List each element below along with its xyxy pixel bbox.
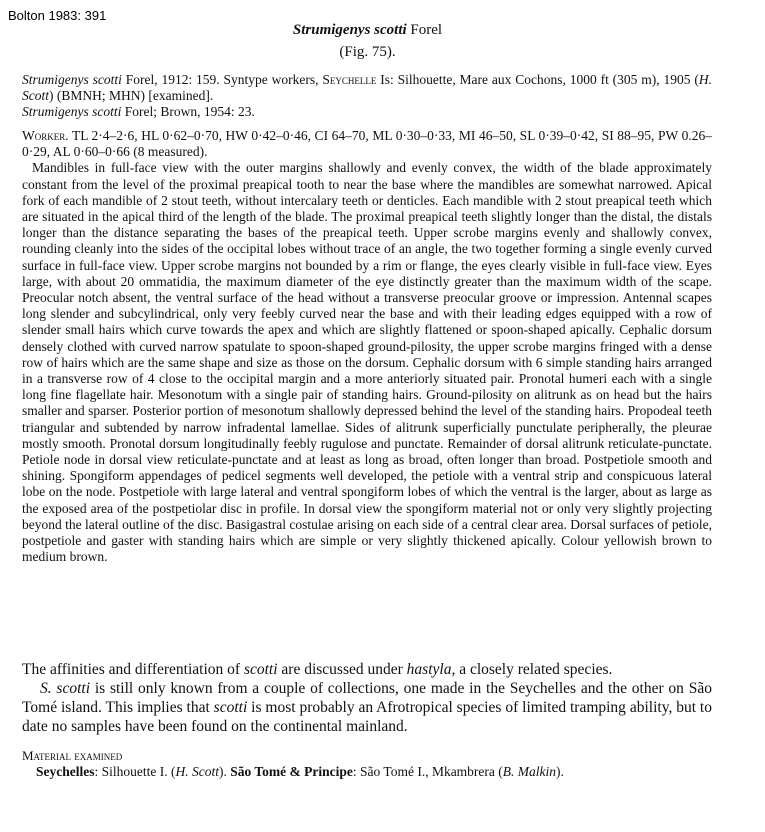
species-author: Forel — [406, 22, 443, 38]
worker-measurements — [22, 128, 712, 160]
synonymy-entry-2 — [22, 104, 712, 120]
locality-text: : São Tomé I., Mkambrera ( — [352, 764, 503, 779]
text-run: is most probably an Afrotropical species of limited tramping ability, but to date no samples have been found on the continental mainland. — [22, 699, 712, 735]
species-epithet: scotti — [243, 661, 278, 678]
locality-text: : Silhouette I. ( — [94, 764, 176, 779]
synonym-citation: Forel, 1912: 159. Syntype workers, — [121, 72, 323, 87]
collector-name: H. Scott — [22, 72, 712, 103]
synonymy-section — [22, 72, 712, 120]
locality-country: São Tomé & Principe — [230, 764, 353, 779]
measurement-values: TL 2·4–2·6, HL 0·62–0·70, HW 0·42–0·46, CI 64–70, ML 0·30–0·33, MI 46–50, SL 0·39–0·42, SI 88–95, PW 0.26–0·29, AL 0·60–0·66 (8 measured). — [22, 128, 712, 160]
material-heading: Material examined — [22, 748, 123, 763]
text-run: , a closely related species. — [451, 661, 613, 678]
text-run: are discussed under — [277, 661, 407, 678]
species-name: Strumigenys scotti — [292, 22, 407, 38]
material-examined-section — [22, 748, 712, 780]
type-locality-details: Is: Silhouette, Mare aux Cochons, 1000 ft (305 m), 1905 ( — [376, 72, 699, 87]
text-run: is still only known from a couple of collections, one made in the Seychelles and the other on São Tomé island. This implies that — [22, 680, 712, 716]
locality-text: ). — [556, 764, 564, 779]
worker-description-text: Mandibles in full-face view with the outer margins shallowly and evenly convex, the width of the blade approximately constant from the level of the proximal preapical tooth to near the base where the mandibles are somewhat narrowed. Apical fork of each mandible of 2 stout teeth, without intercalary teeth or denticles. Each mandible with 2 stout preapical teeth which are situated in the apical third of the length of the blade. The proximal preapical teeth slightly longer than the distal, the distals longer than the distance separating the bases of the preapical teeth. Upper scrobe margins evenly and shallowly convex, rounding cleanly into the sides of the occipital lobes without trace of an angle, the two together forming a single evenly curved surface in full-face view. Upper scrobe margins not bounded by a rim or flange, the eyes clearly visible in full-face view. Eyes large, with about 20 ommatidia, the maximum diameter of the eye distinctly greater than the maximum width of the scape. Preocular notch absent, the ventral surface of the head without a transverse preocular groove or impression. Antennal scapes long slender and subcylindrical, only very feebly curved near the base and with their leading edges equipped with a row of slender small hairs which curve towards the apex and which are slightly flattened or spoon-shaped apically. Cephalic dorsum densely clothed with curved narrow spatulate to spoon-shaped ground-pilosity, the upper scrobe margins fringed with a dense row of hairs which are the same shape and size as those on the dorsum. Cephalic dorsum with 6 simple standing hairs arranged in a transverse row of 4 close to the occipital margin and a more anteriorly situated pair. Pronotal humeri each with a single long fine flagellate hair. Mesonotum with a single pair of standing hairs. Ground-pilosity on alitrunk as on head but the hairs smaller and sparser. Posterior portion of mesonotum shallowly depressed behind the level of the standing hairs. Propodeal teeth triangular and subtended by narrow infradental lamellae. Sides of alitrunk superficially punctulate peripherally, the pleurae mostly smooth. Pronotal dorsum longitudinally feebly rugulose and punctate. Remainder of dorsal alitrunk reticulate-punctate. Petiole node in dorsal view reticulate-punctate and at least as long as broad, often longer than broad. Postpetiole smooth and shining. Spongiform appendages of pedicel segments well developed, the petiole with a ventral strip and conspicuous lateral lobe on the node. Postpetiole with large lateral and ventral spongiform lobes of which the ventral is the larger, about as large as the exposed area of the postpetiolar disc in profile. In dorsal view the spongiform material not or only very slightly projecting beyond the lateral outline of the disc. Basigastral costulae arising on each side of a central clear area. Dorsal surfaces of petiole, postpetiole and gaster with standing hairs which are simple or very slightly thickened apically. Colour yellowish brown to medium brown. — [22, 160, 712, 565]
collector-name: B. Malkin — [502, 764, 557, 779]
worker-label: Worker. — [22, 128, 69, 143]
type-locality-country: Seychelle — [322, 72, 377, 87]
material-list — [22, 764, 712, 780]
figure-reference: (Fig. 75). — [339, 44, 396, 60]
synonym-citation: Forel; Brown, 1954: 23. — [121, 104, 255, 119]
source-label: Bolton 1983: 391 — [8, 8, 107, 23]
locality-text: ). — [219, 764, 231, 779]
worker-description — [22, 128, 712, 565]
discussion-paragraph-1 — [22, 660, 712, 679]
synonym-name: Strumigenys scotti — [22, 72, 122, 87]
species-epithet: hastyla — [406, 661, 452, 678]
discussion-section — [22, 660, 712, 736]
species-title — [0, 22, 735, 39]
text-run: The affinities and differentiation of — [22, 661, 244, 678]
locality-country: Seychelles — [36, 764, 95, 779]
species-name: S. scotti — [40, 680, 91, 697]
species-epithet: scotti — [213, 699, 248, 716]
synonymy-entry-1 — [22, 72, 712, 104]
collector-name: H. Scott — [175, 764, 219, 779]
discussion-paragraph-2 — [22, 679, 712, 736]
synonym-name: Strumigenys scotti — [22, 104, 122, 119]
depository: ) (BMNH; MHN) [examined]. — [49, 88, 214, 103]
